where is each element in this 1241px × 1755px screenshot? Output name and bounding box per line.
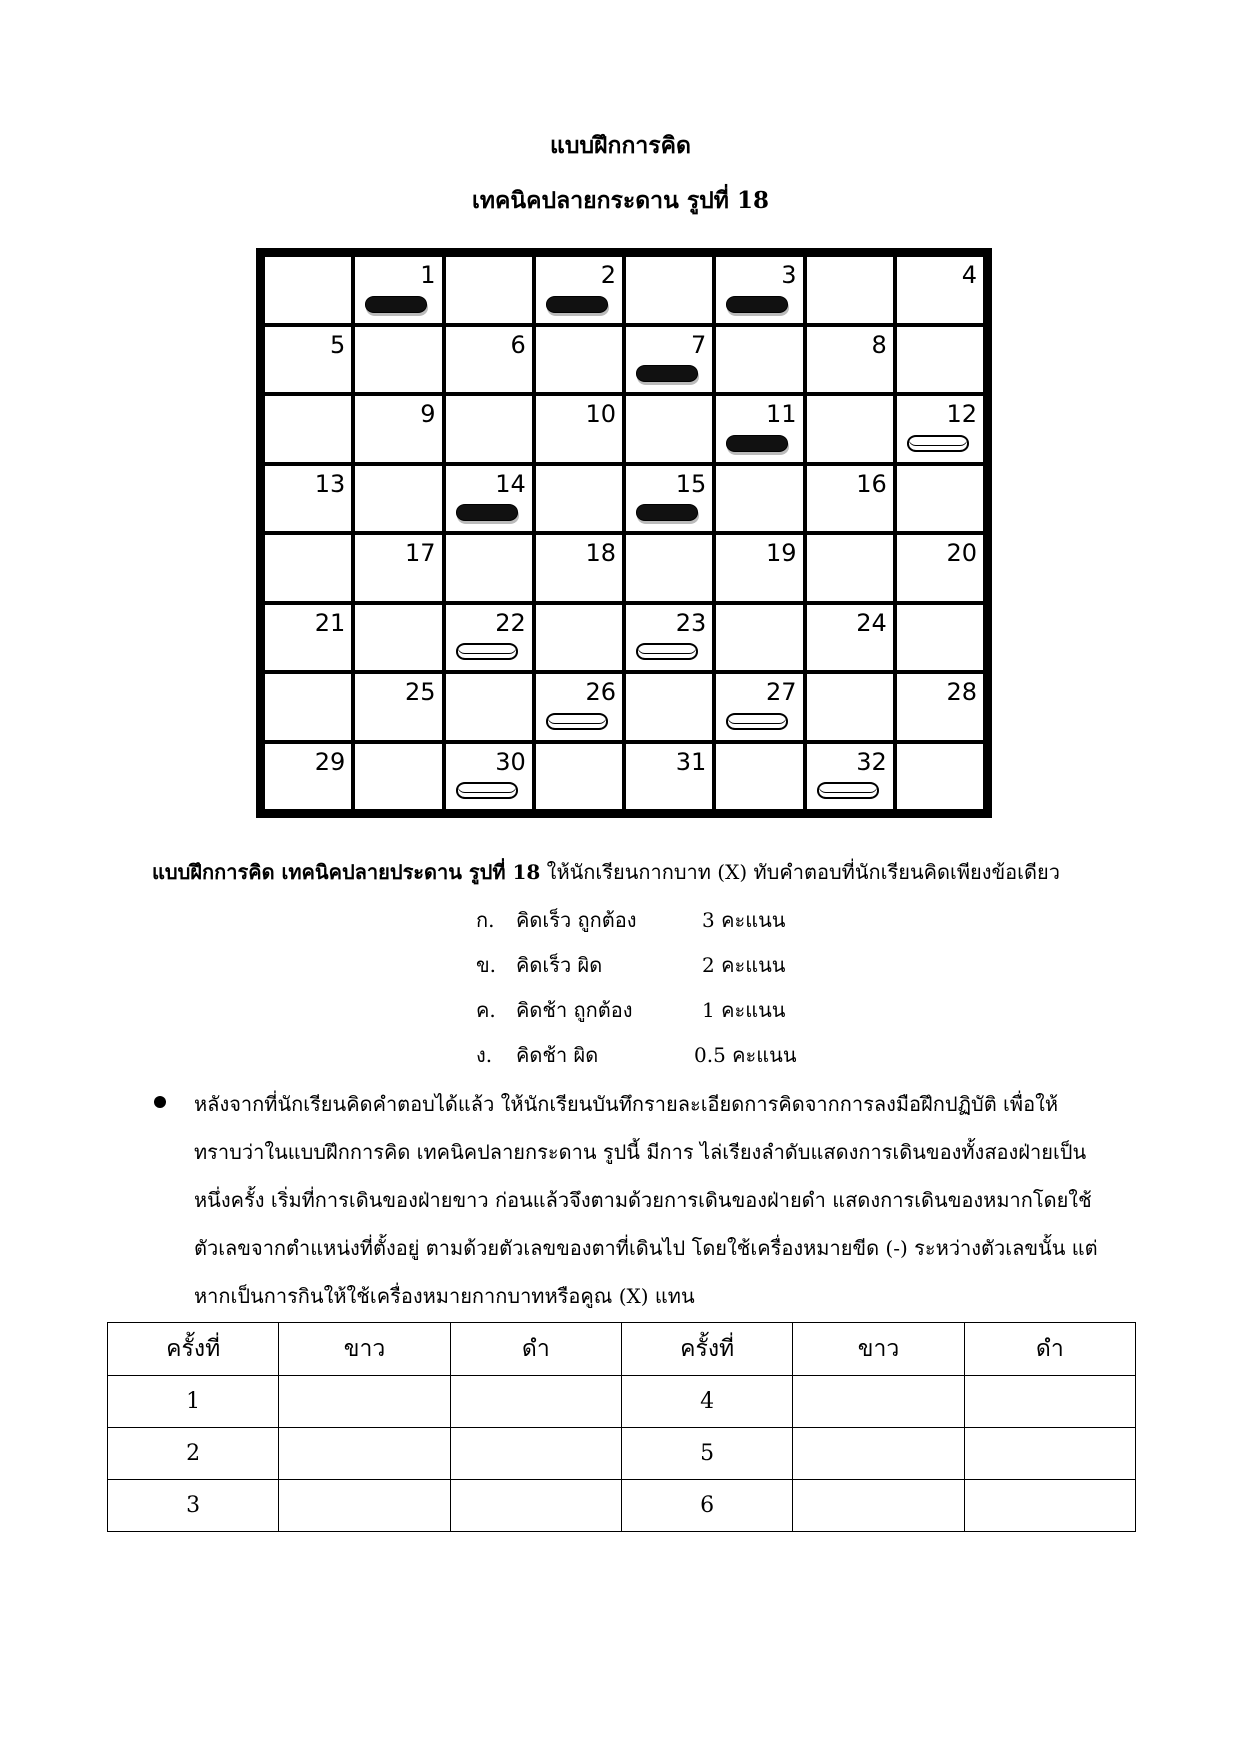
square-number: 18 — [585, 539, 616, 567]
square-number: 31 — [675, 747, 707, 776]
board-square — [895, 533, 985, 603]
score-text: คิดช้า ผิด — [516, 1043, 599, 1067]
bullet-icon — [154, 1096, 166, 1108]
score-text: คิดเร็ว ถูกต้อง — [516, 908, 637, 932]
square-number: 29 — [314, 747, 346, 776]
white-move-cell[interactable] — [793, 1428, 964, 1480]
square-number: 21 — [314, 608, 346, 637]
white-move-cell[interactable] — [279, 1428, 450, 1480]
board-square — [805, 255, 895, 325]
square-number: 3 — [781, 261, 797, 289]
board-square — [263, 255, 353, 325]
header-white: ขาว — [793, 1323, 964, 1376]
score-option — [476, 949, 785, 981]
board-square — [624, 742, 714, 812]
board-square — [353, 464, 443, 534]
white-piece-icon — [907, 435, 969, 452]
black-move-cell[interactable] — [450, 1376, 621, 1428]
square-number: 14 — [495, 469, 526, 498]
board-square — [624, 533, 714, 603]
round-number: 3 — [108, 1480, 279, 1532]
board-square — [624, 255, 714, 325]
note-line: หนึ่งครั้ง เริ่มที่การเดินของฝ่ายขาว ก่อนแล้วจึงตามด้วยการเดินของฝ่ายดำ แสดงการเดินของหมากโดยใช้ — [194, 1188, 1092, 1212]
square-number: 9 — [420, 400, 436, 428]
table-row — [108, 1480, 1136, 1532]
instruction-bold: แบบฝึกการคิด เทคนิคปลายประดาน รูปที่ 18 — [152, 860, 541, 884]
board-square — [444, 255, 534, 325]
score-letter: ก. — [476, 908, 495, 932]
board-square — [353, 533, 443, 603]
board-square — [895, 255, 985, 325]
board-square — [353, 394, 443, 464]
square-number: 8 — [871, 330, 887, 359]
board-square — [534, 464, 624, 534]
square-number: 28 — [946, 678, 977, 706]
round-number: 2 — [108, 1428, 279, 1480]
white-piece-icon — [456, 643, 518, 660]
score-letter: ค. — [476, 998, 496, 1022]
score-points: 1 คะแนน — [702, 998, 786, 1022]
score-letter: ข. — [476, 953, 497, 977]
white-move-cell[interactable] — [279, 1376, 450, 1428]
score-text: คิดเร็ว ผิด — [516, 953, 603, 977]
board-square — [263, 533, 353, 603]
square-number: 1 — [420, 261, 436, 289]
black-move-cell[interactable] — [964, 1480, 1135, 1532]
board-square — [624, 603, 714, 673]
board-square — [805, 533, 895, 603]
board-square — [895, 672, 985, 742]
board-square — [534, 255, 624, 325]
board-square — [263, 742, 353, 812]
board-square — [895, 603, 985, 673]
score-text: คิดช้า ถูกต้อง — [516, 998, 633, 1022]
square-number: 12 — [946, 400, 977, 428]
board-square — [534, 394, 624, 464]
black-piece-icon — [636, 365, 698, 382]
board-square — [714, 742, 804, 812]
white-move-cell[interactable] — [279, 1480, 450, 1532]
round-number: 6 — [621, 1480, 792, 1532]
move-record-table — [107, 1322, 1136, 1532]
board-square — [353, 255, 443, 325]
board-square — [444, 394, 534, 464]
black-piece-icon — [726, 296, 788, 313]
board-square — [624, 464, 714, 534]
table-row — [108, 1428, 1136, 1480]
board-square — [534, 325, 624, 395]
black-piece-icon — [726, 435, 788, 452]
square-number: 15 — [675, 469, 707, 498]
square-number: 10 — [585, 400, 616, 428]
table-header-row — [108, 1323, 1136, 1376]
board-square — [444, 325, 534, 395]
square-number: 11 — [765, 400, 797, 428]
square-number: 25 — [404, 678, 436, 706]
black-piece-icon — [636, 504, 698, 521]
note-line: ตัวเลขจากตำแหน่งที่ตั้งอยู่ ตามด้วยตัวเลขของตาที่เดินไป โดยใช้เครื่องหมายขีด (-) ระหว่างตัวเลขนั้น แต่ — [194, 1236, 1098, 1260]
header-white: ขาว — [279, 1323, 450, 1376]
white-move-cell[interactable] — [793, 1480, 964, 1532]
board-square — [714, 394, 804, 464]
white-move-cell[interactable] — [793, 1376, 964, 1428]
square-number: 17 — [404, 539, 436, 567]
round-number: 4 — [621, 1376, 792, 1428]
instruction-rest: ให้นักเรียนกากบาท (X) ทับคำตอบที่นักเรียนคิดเพียงข้อเดียว — [540, 860, 1060, 884]
black-move-cell[interactable] — [964, 1428, 1135, 1480]
board-square — [624, 672, 714, 742]
note-line: หากเป็นการกินให้ใช้เครื่องหมายกากบาทหรือคูณ (X) แทน — [194, 1284, 695, 1308]
square-number: 24 — [856, 608, 887, 637]
square-number: 6 — [510, 330, 526, 359]
checkers-board — [256, 248, 992, 818]
board-square — [444, 464, 534, 534]
square-number: 20 — [946, 539, 977, 567]
square-number: 23 — [675, 608, 707, 637]
score-letter: ง. — [476, 1043, 493, 1067]
white-piece-icon — [817, 782, 879, 799]
note-line: ทราบว่าในแบบฝึกการคิด เทคนิคปลายกระดาน รูปนี้ มีการ ไล่เรียงลำดับแสดงการเดินของทั้งสองฝ่ายเป็น — [194, 1140, 1087, 1164]
white-piece-icon — [456, 782, 518, 799]
board-square — [714, 464, 804, 534]
board-square — [895, 464, 985, 534]
board-square — [444, 742, 534, 812]
page-title: แบบฝึกการคิด — [550, 132, 691, 159]
board-square — [534, 742, 624, 812]
board-square — [805, 394, 895, 464]
black-move-cell[interactable] — [450, 1480, 621, 1532]
score-points: 0.5 คะแนน — [694, 1043, 797, 1067]
white-piece-icon — [636, 643, 698, 660]
board-square — [353, 672, 443, 742]
board-square — [895, 394, 985, 464]
board-square — [534, 603, 624, 673]
board-square — [624, 394, 714, 464]
board-square — [714, 255, 804, 325]
black-piece-icon — [456, 504, 518, 521]
board-square — [805, 603, 895, 673]
board-square — [805, 742, 895, 812]
board-square — [895, 325, 985, 395]
score-option — [476, 1039, 797, 1071]
board-square — [263, 325, 353, 395]
header-black: ดำ — [964, 1323, 1135, 1376]
white-piece-icon — [546, 713, 608, 730]
square-number: 26 — [585, 678, 616, 706]
square-number: 22 — [495, 608, 526, 637]
square-number: 13 — [314, 469, 346, 498]
board-square — [263, 464, 353, 534]
board-square — [714, 603, 804, 673]
board-square — [263, 672, 353, 742]
board-square — [263, 394, 353, 464]
board-square — [805, 325, 895, 395]
table-row — [108, 1376, 1136, 1428]
board-square — [805, 464, 895, 534]
score-option — [476, 904, 785, 936]
board-square — [805, 672, 895, 742]
board-square — [714, 672, 804, 742]
board-square — [444, 672, 534, 742]
square-number: 4 — [961, 261, 977, 289]
header-black: ดำ — [450, 1323, 621, 1376]
board-square — [895, 742, 985, 812]
header-round: ครั้งที่ — [108, 1323, 279, 1376]
board-square — [624, 325, 714, 395]
board-square — [714, 325, 804, 395]
instruction-text — [152, 856, 1060, 888]
board-square — [534, 533, 624, 603]
board-square — [444, 603, 534, 673]
score-points: 2 คะแนน — [702, 953, 786, 977]
round-number: 5 — [621, 1428, 792, 1480]
note-line: หลังจากที่นักเรียนคิดคำตอบได้แล้ว ให้นักเรียนบันทึกรายละเอียดการคิดจากการลงมือฝึกปฏิบัติ เพื่อให้ — [194, 1092, 1059, 1116]
square-number: 30 — [495, 747, 526, 776]
board-square — [263, 603, 353, 673]
header-round: ครั้งที่ — [621, 1323, 792, 1376]
board-square — [534, 672, 624, 742]
black-move-cell[interactable] — [964, 1376, 1135, 1428]
square-number: 7 — [690, 330, 707, 359]
square-number: 27 — [765, 678, 797, 706]
square-number: 5 — [329, 330, 346, 359]
board-square — [444, 533, 534, 603]
page-subtitle: เทคนิคปลายกระดาน รูปที่ 18 — [472, 187, 769, 214]
board-square — [353, 325, 443, 395]
square-number: 19 — [765, 539, 797, 567]
black-piece-icon — [365, 296, 427, 313]
score-points: 3 คะแนน — [702, 908, 786, 932]
board-square — [353, 742, 443, 812]
black-piece-icon — [546, 296, 608, 313]
score-option — [476, 994, 785, 1026]
white-piece-icon — [726, 713, 788, 730]
square-number: 2 — [600, 261, 616, 289]
square-number: 16 — [856, 469, 887, 498]
board-square — [714, 533, 804, 603]
round-number: 1 — [108, 1376, 279, 1428]
board-square — [353, 603, 443, 673]
black-move-cell[interactable] — [450, 1428, 621, 1480]
square-number: 32 — [856, 747, 887, 776]
